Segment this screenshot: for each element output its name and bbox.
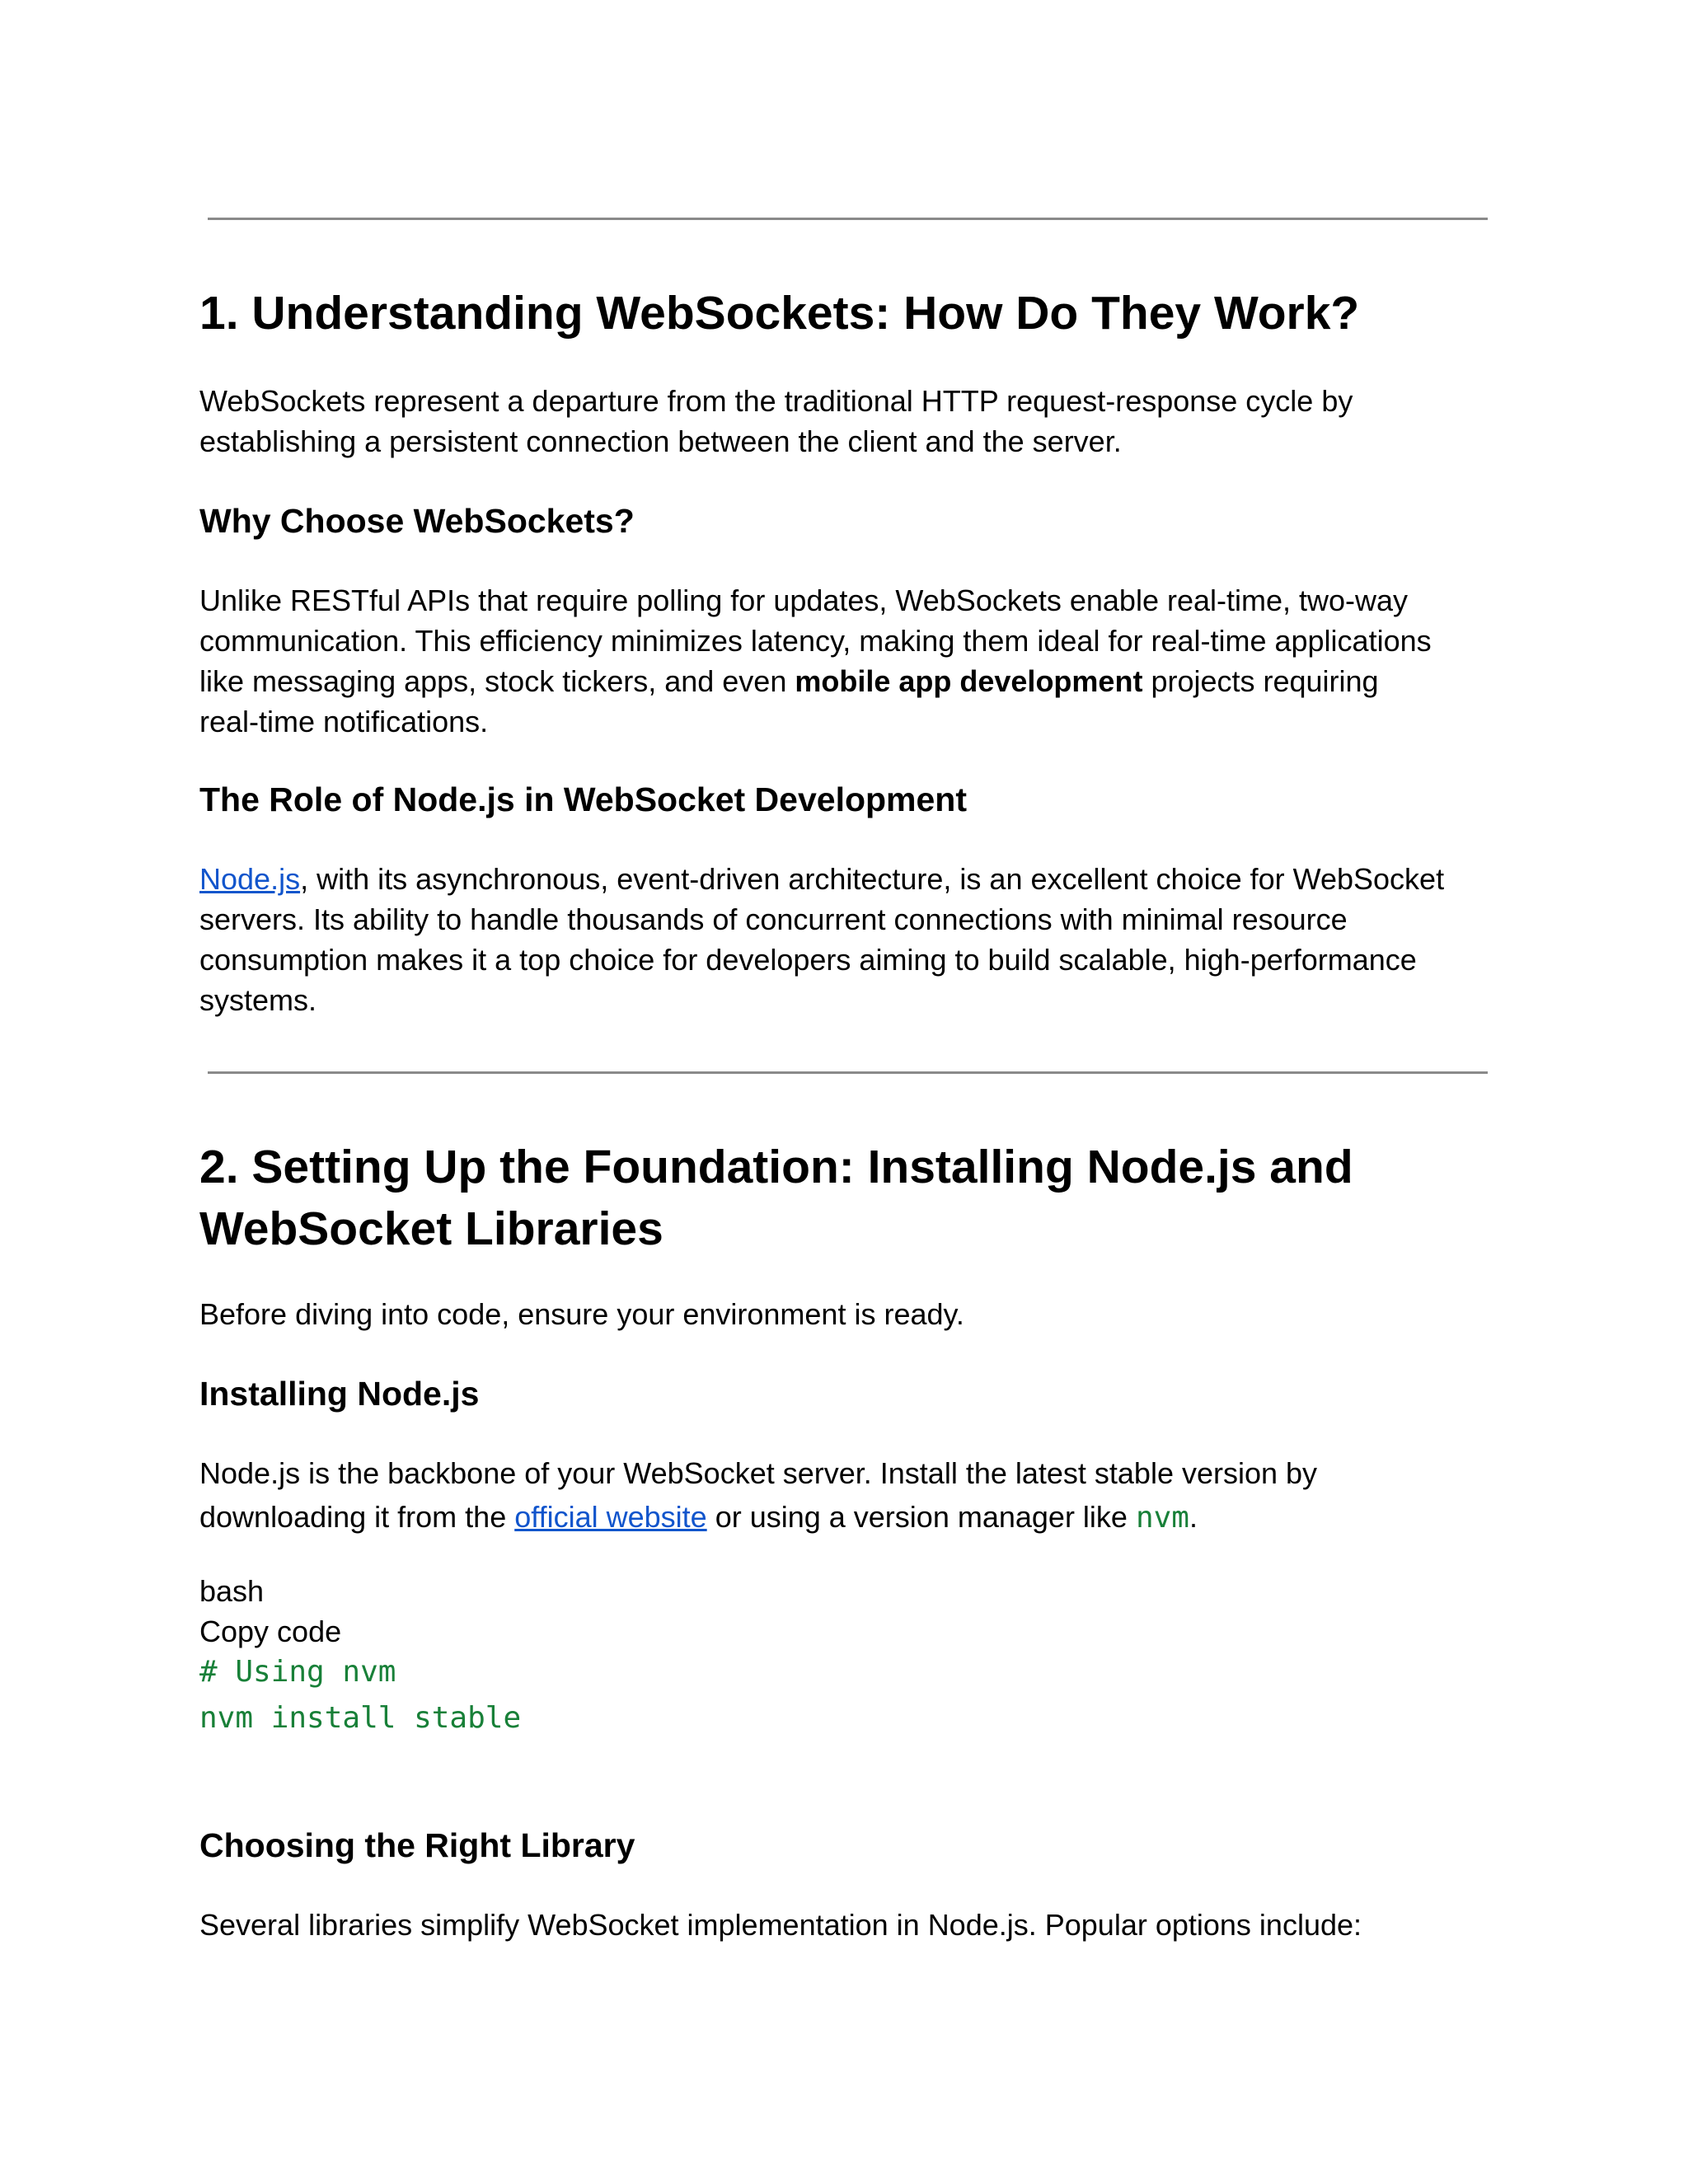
text-segment: or using a version manager like [706, 1500, 1136, 1534]
code-line: # Using nvm [199, 1655, 396, 1689]
code-block [199, 1649, 521, 1741]
section-2-heading [199, 1137, 1502, 1260]
text-line: real-time notifications. [199, 705, 489, 738]
choosing-library-heading: Choosing the Right Library [199, 1826, 635, 1864]
text-segment: , with its asynchronous, event-driven architecture, is an excellent choice for WebSocket [300, 862, 1445, 896]
code-language-label: bash [199, 1574, 265, 1608]
node-role-heading: The Role of Node.js in WebSocket Development [199, 780, 968, 818]
inline-code-nvm: nvm [1135, 1501, 1189, 1535]
text-line [199, 859, 1510, 899]
text-line [199, 661, 1510, 701]
text-line: systems. [199, 983, 317, 1017]
text-line: WebSockets represent a departure from the traditional HTTP request-response cycle by [199, 384, 1353, 418]
why-websockets-heading: Why Choose WebSockets? [199, 502, 635, 540]
installing-node-heading: Installing Node.js [199, 1375, 480, 1413]
choosing-library-paragraph: Several libraries simplify WebSocket implementation in Node.js. Popular options include: [199, 1908, 1362, 1942]
nodejs-link[interactable]: Node.js [199, 862, 301, 896]
section-1-heading: 1. Understanding WebSockets: How Do They Work? [199, 287, 1360, 340]
horizontal-rule [208, 1071, 1488, 1074]
text-segment: like messaging apps, stock tickers, and even [199, 664, 795, 698]
text-line: Unlike RESTful APIs that require polling for updates, WebSockets enable real-time, two-way [199, 583, 1409, 617]
text-line: Node.js is the backbone of your WebSocket server. Install the latest stable version by [199, 1456, 1318, 1490]
node-role-paragraph [199, 859, 1510, 1020]
code-line: nvm install stable [199, 1701, 522, 1735]
section-2-intro: Before diving into code, ensure your environment is ready. [199, 1297, 964, 1331]
code-block-header [199, 1571, 1510, 1652]
text-line: communication. This efficiency minimizes latency, making them ideal for real-time applications [199, 624, 1432, 658]
official-website-link[interactable]: official website [514, 1500, 707, 1534]
text-line: establishing a persistent connection between the client and the server. [199, 424, 1122, 458]
text-segment: downloading it from the [199, 1500, 515, 1534]
text-segment: . [1189, 1500, 1198, 1534]
section-1-intro [199, 381, 1510, 462]
why-websockets-paragraph [199, 580, 1510, 742]
heading-line: WebSocket Libraries [199, 1202, 663, 1255]
horizontal-rule [208, 218, 1488, 220]
copy-code-label[interactable]: Copy code [199, 1615, 342, 1648]
text-segment: projects requiring [1142, 664, 1379, 698]
installing-node-paragraph [199, 1453, 1510, 1538]
text-line: consumption makes it a top choice for developers aiming to build scalable, high-performance [199, 943, 1417, 977]
heading-line: 2. Setting Up the Foundation: Installing Node.js and [199, 1141, 1353, 1193]
text-line [199, 1497, 1510, 1538]
text-line: servers. Its ability to handle thousands of concurrent connections with minimal resource [199, 902, 1348, 936]
bold-phrase: mobile app development [795, 664, 1143, 698]
